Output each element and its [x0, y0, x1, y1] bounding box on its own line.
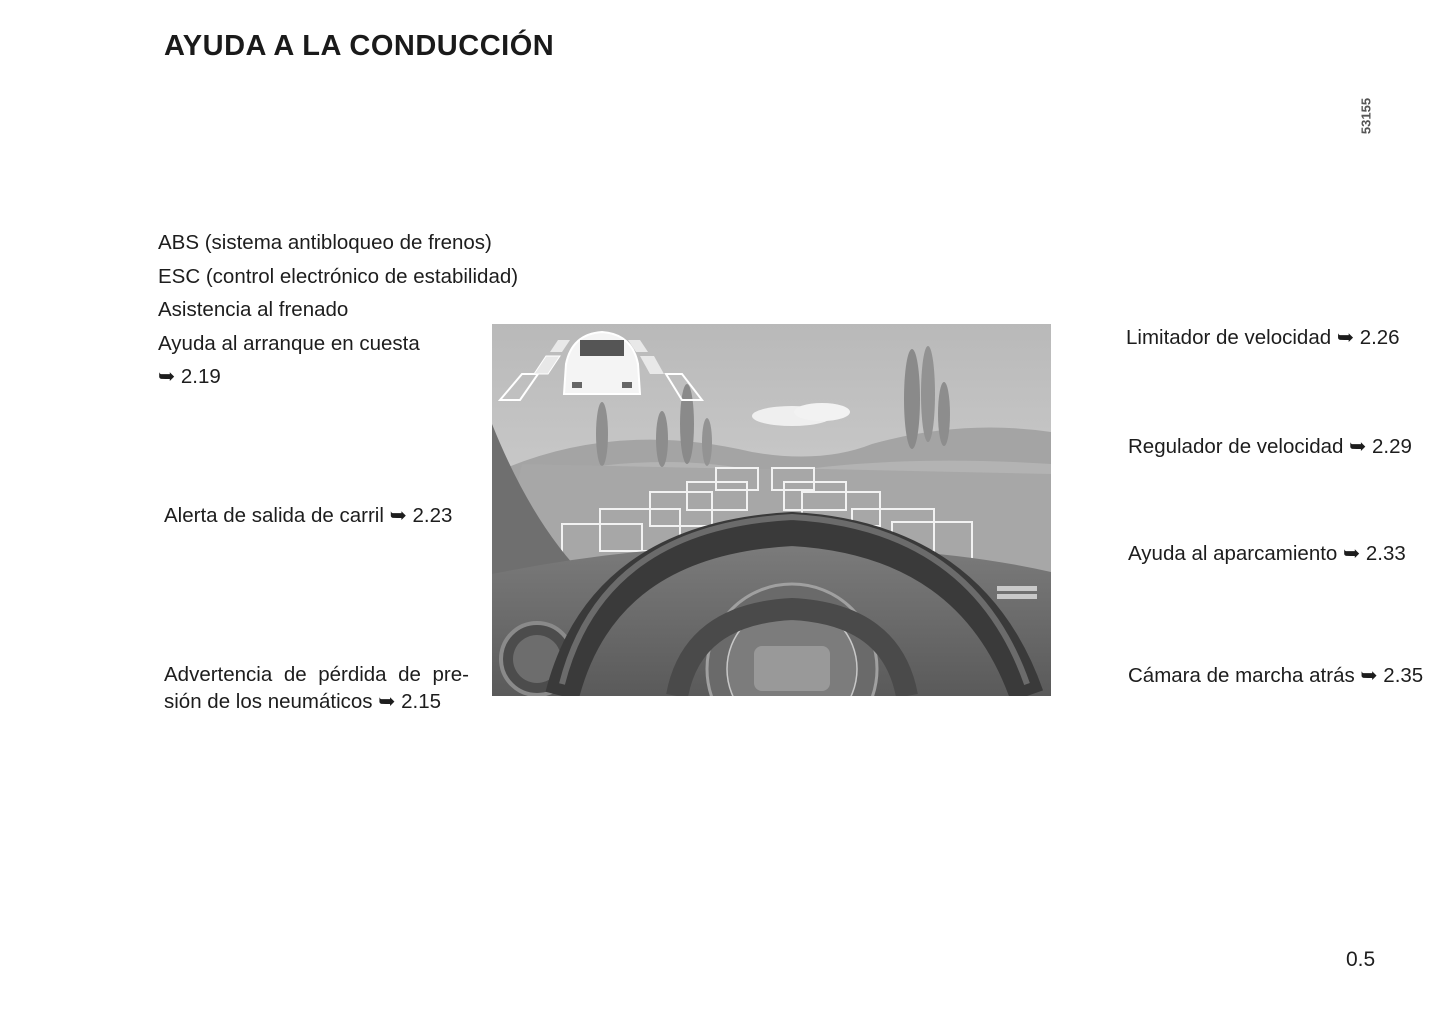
driver-view-illustration: [492, 324, 1051, 696]
list-item-esc: ESC (control electrónico de estabilidad): [158, 264, 519, 288]
list-item-brake-assist: Asistencia al frenado: [158, 298, 349, 321]
figure-id: 53155: [1358, 97, 1374, 135]
cruise-control-label: Regulador de velocidad ➥ 2.29: [1128, 435, 1412, 458]
tire-pressure-line-1: Advertencia de pérdida de pre-: [164, 663, 469, 686]
lane-departure-label: Alerta de salida de carril ➥ 2.23: [164, 504, 453, 527]
tire-pressure-line-2: sión de los neumáticos ➥ 2.15: [164, 690, 442, 713]
page-number: 0.5: [1346, 948, 1376, 971]
speed-limiter-label: Limitador de velocidad ➥ 2.26: [1126, 326, 1400, 349]
list-item-abs: ABS (sistema antibloqueo de frenos): [158, 231, 492, 254]
parking-aid-label: Ayuda al aparcamiento ➥ 2.33: [1128, 542, 1406, 565]
reverse-camera-label: Cámara de marcha atrás ➥ 2.35: [1128, 664, 1424, 687]
tire-pressure-label: [164, 661, 469, 715]
list-item-hill-start: Ayuda al arranque en cuesta: [158, 331, 420, 355]
page-title: AYUDA A LA CONDUCCIÓN: [164, 30, 555, 62]
left-feature-list: [158, 226, 518, 394]
list-item-page-ref: ➥ 2.19: [158, 365, 221, 388]
